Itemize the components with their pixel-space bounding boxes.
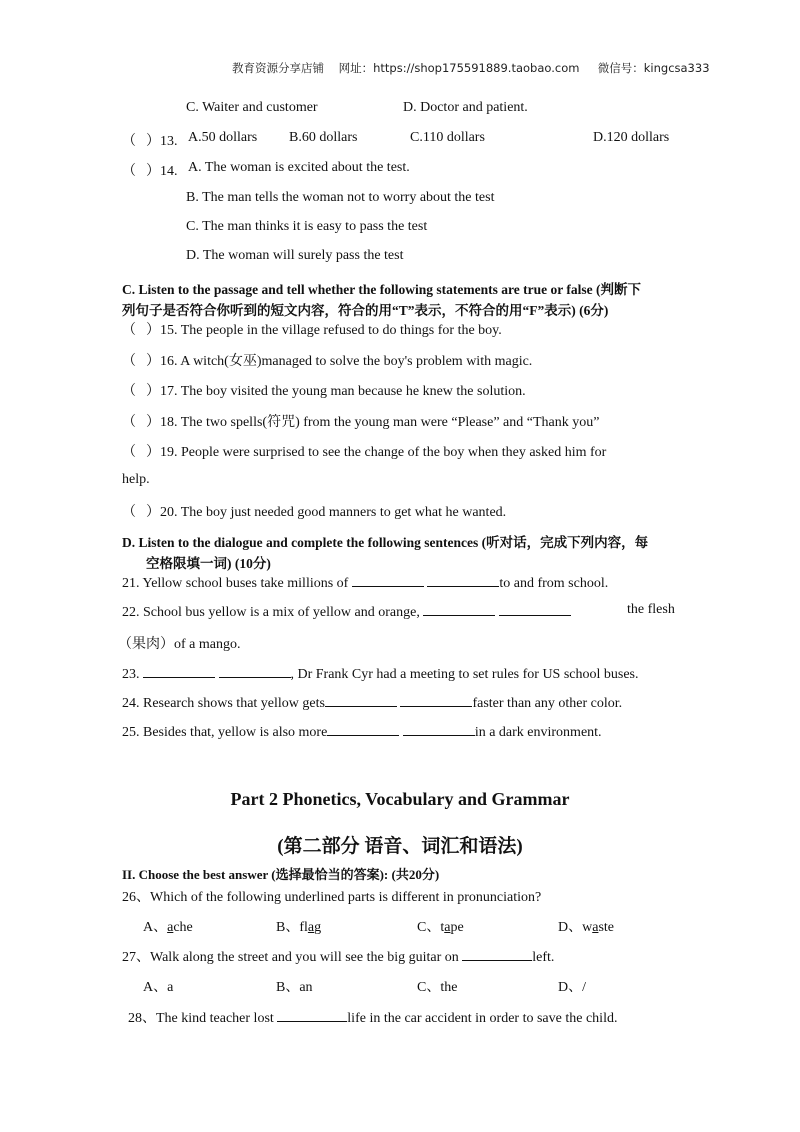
q27-blank[interactable]	[462, 947, 532, 961]
q24-text-a: 24. Research shows that yellow gets	[122, 696, 325, 711]
q24-blank-1[interactable]	[325, 693, 397, 707]
q27-stem-a: 27、Walk along the street and you will see the big guitar on	[122, 950, 459, 965]
q28-stem	[128, 1007, 617, 1027]
q20	[146, 501, 506, 521]
q26-stem: 26、Which of the following underlined parts is different in pronunciation?	[122, 890, 542, 905]
q12-option-d: D. Doctor and patient.	[403, 100, 528, 115]
section-d-heading: D. Listen to the dialogue and complete the following sentences (听对话，完成下列内容，每	[122, 535, 649, 550]
q24-text-b: faster than any other color.	[472, 696, 623, 711]
q13-option-b: B.60 dollars	[289, 130, 358, 145]
q23-blank-1[interactable]	[143, 664, 215, 678]
q23	[122, 664, 639, 683]
q19-text: People were surprised to see the change of the boy when they asked him for	[181, 445, 607, 460]
q25-text-a: 25. Besides that, yellow is also more	[122, 725, 328, 740]
q27-stem-b: left.	[532, 950, 555, 965]
q27-option-c: C、the	[417, 980, 458, 995]
q16-num: ）16.	[146, 354, 178, 369]
q24	[122, 693, 622, 712]
q14-option-a: A. The woman is excited about the test.	[188, 160, 410, 175]
q13-number: （	[122, 134, 136, 149]
q17-text: The boy visited the young man because he knew the solution.	[180, 384, 526, 399]
wechat-label: 微信号：	[597, 61, 644, 75]
q22-blank-2[interactable]	[499, 602, 571, 616]
q26-option-b: B、flag	[276, 920, 322, 935]
q26-option-a: A、ache	[143, 920, 193, 935]
q27-option-b: B、an	[276, 980, 313, 995]
q27-stem	[122, 946, 554, 966]
q25-text-b: in a dark environment.	[474, 725, 602, 740]
q27-option-d: D、/	[558, 980, 586, 995]
section-c-heading-cont: 列句子是否符合你听到的短文内容，符合的用“T”表示，不符合的用“F”表示) (6分)	[122, 303, 609, 318]
q26-option-d: D、waste	[558, 920, 615, 935]
q13-num: ）13.	[146, 134, 178, 149]
q15	[146, 319, 680, 339]
q20-num: ）20.	[146, 505, 178, 520]
q16	[146, 350, 532, 370]
q25-blank-2[interactable]	[403, 722, 475, 736]
q14-option-b: B. The man tells the woman not to worry about the test	[186, 190, 495, 205]
section-c-heading: C. Listen to the passage and tell whether the following statements are true or false (判断下	[122, 282, 641, 297]
q14-num: ）14.	[146, 164, 178, 179]
q28-stem-b: life in the car accident in order to save the child.	[347, 1011, 618, 1026]
q23-blank-2[interactable]	[219, 664, 291, 678]
q25	[122, 722, 602, 741]
q14-option-d: D. The woman will surely pass the test	[186, 248, 404, 263]
q19-paren: （	[122, 445, 136, 460]
q13-option-c: C.110 dollars	[410, 130, 485, 145]
url-label: 网址：	[338, 61, 374, 75]
section-ii-heading: II. Choose the best answer (选择最恰当的答案): (共20分)	[122, 867, 440, 882]
q21-text-b: to and from school.	[499, 576, 609, 591]
q16-text: A witch(女巫)managed to solve the boy's problem with magic.	[180, 354, 533, 369]
q14-option-c: C. The man thinks it is easy to pass the test	[186, 219, 428, 234]
q19	[146, 441, 680, 461]
q25-blank-1[interactable]	[327, 722, 399, 736]
q18-text: The two spells(符咒) from the young man were “Please” and “Thank you”	[180, 415, 600, 430]
q16-paren: （	[122, 354, 136, 369]
q20-text: The boy just needed good manners to get what he wanted.	[180, 505, 507, 520]
q19-num: ）19.	[146, 445, 178, 460]
q22-text-b: the flesh	[627, 602, 675, 617]
q21-text-a: 21. Yellow school buses take millions of	[122, 576, 349, 591]
q26-option-c: C、tape	[417, 920, 464, 935]
q19-text-cont: help.	[122, 472, 150, 487]
q22-text-a: 22. School bus yellow is a mix of yellow and orange,	[122, 605, 420, 620]
section-d-heading-cont: 空格限填一词) (10分)	[146, 556, 271, 571]
part2-title: Part 2 Phonetics, Vocabulary and Grammar	[230, 789, 570, 809]
wechat-id: kingcsa333	[643, 61, 710, 75]
q23-text-a: 23.	[122, 667, 140, 682]
q20-paren: （	[122, 505, 136, 520]
q13-option-a: A.50 dollars	[188, 130, 258, 145]
q17-num: ）17.	[146, 384, 178, 399]
q21	[122, 573, 608, 592]
q28-stem-a: 28、The kind teacher lost	[128, 1011, 274, 1026]
part2-subtitle: (第二部分 语音、词汇和语法)	[277, 836, 523, 857]
q18-paren: （	[122, 415, 136, 430]
q22	[122, 602, 571, 621]
shop-name: 教育资源分享店铺	[232, 61, 324, 75]
q15-paren: （	[122, 323, 136, 338]
q21-blank-2[interactable]	[427, 573, 499, 587]
q15-num: ）15.	[146, 323, 178, 338]
q15-text: The people in the village refused to do things for the boy.	[180, 323, 502, 338]
q23-text-b: , Dr Frank Cyr had a meeting to set rules for US school buses.	[290, 667, 639, 682]
q21-blank-1[interactable]	[352, 573, 424, 587]
q13-option-d: D.120 dollars	[593, 130, 670, 145]
q28-blank[interactable]	[277, 1008, 347, 1022]
q14-paren: （	[122, 164, 136, 179]
q22-blank-1[interactable]	[423, 602, 495, 616]
q22-text-c: （果肉）of a mango.	[118, 637, 241, 652]
q17	[146, 380, 526, 400]
q27-option-a: A、a	[143, 980, 174, 995]
q18	[146, 411, 599, 431]
q12-option-c: C. Waiter and customer	[186, 100, 318, 115]
q17-paren: （	[122, 384, 136, 399]
q24-blank-2[interactable]	[400, 693, 472, 707]
shop-url[interactable]: https://shop175591889.taobao.com	[373, 61, 580, 75]
page-header	[232, 60, 710, 76]
q18-num: ）18.	[146, 415, 178, 430]
